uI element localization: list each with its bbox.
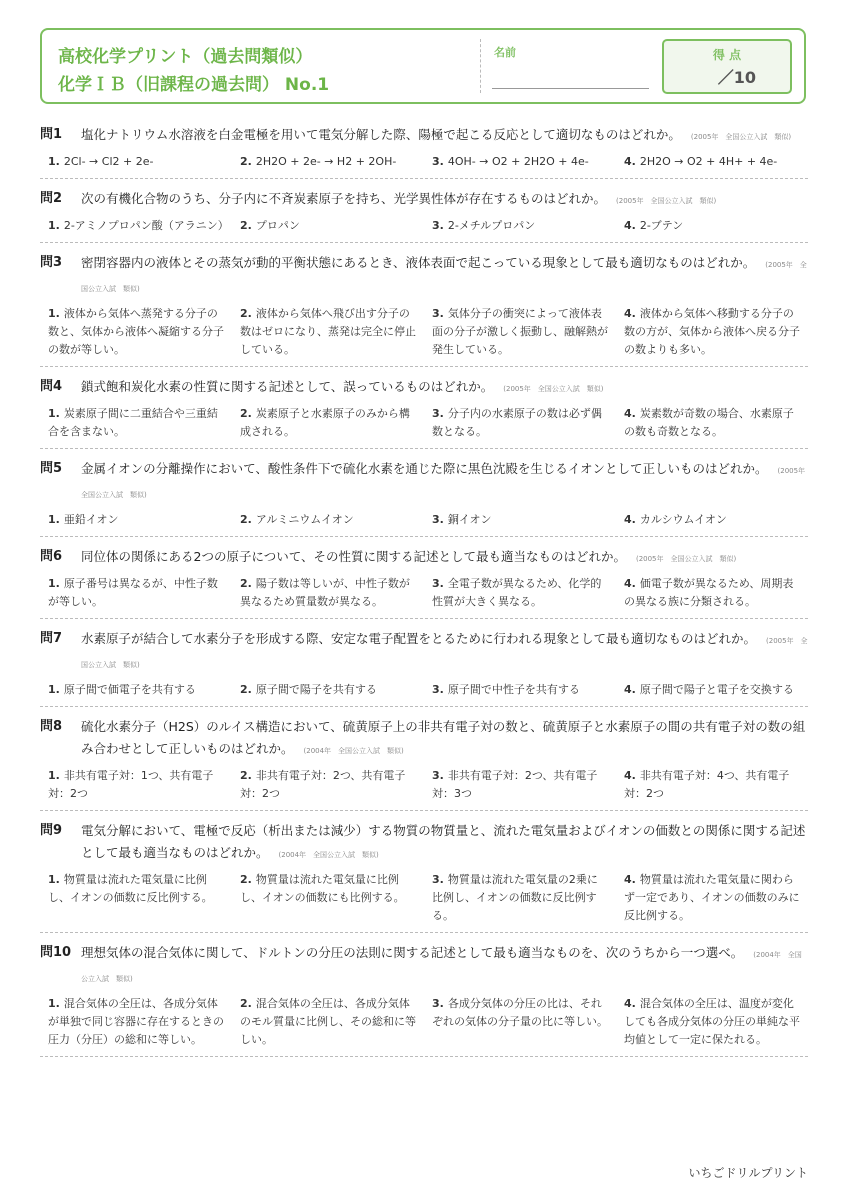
option-text: 液体から気体へ蒸発する分子の数と、気体から液体へ凝縮する分子の数が等しい。: [48, 307, 224, 356]
question-number: 問9: [40, 823, 63, 838]
score-label: 得 点: [712, 48, 742, 62]
question-number: 問10: [40, 945, 72, 960]
option-text: 2H2O → O2 + 4H+ + 4e-: [639, 155, 778, 168]
answer-option[interactable]: [232, 217, 424, 235]
question-block: [40, 376, 808, 449]
answer-options: [40, 405, 808, 441]
answer-option[interactable]: [424, 217, 616, 235]
question-block: [40, 820, 808, 933]
question-number: 問3: [40, 255, 63, 270]
option-number: 2.: [240, 873, 252, 886]
option-number: 2.: [240, 155, 252, 168]
question-block: [40, 124, 808, 179]
question-source: (2004年 全国公立入試 類似): [81, 951, 802, 983]
answer-options: [40, 767, 808, 803]
answer-options: [40, 217, 808, 235]
option-text: 原子間で中性子を共有する: [447, 683, 580, 696]
option-text: 物質量は流れた電気量に関わらず一定であり、イオンの価数のみに反比例する。: [624, 873, 800, 922]
option-text: 炭素原子間に二重結合や三重結合を含まない。: [48, 407, 218, 438]
answer-option[interactable]: [616, 405, 808, 441]
question-source: (2005年 全国公立入試 類似): [81, 261, 807, 293]
option-text: 物質量は流れた電気量の2乗に比例し、イオンの価数に反比例する。: [432, 873, 598, 922]
answer-option[interactable]: [232, 995, 424, 1049]
option-text: 物質量は流れた電気量に比例し、イオンの価数にも比例する。: [240, 873, 405, 904]
option-number: 2.: [240, 577, 252, 590]
answer-option[interactable]: [40, 405, 232, 441]
answer-option[interactable]: [40, 153, 232, 171]
option-text: 非共有電子対：4つ、共有電子対：2つ: [624, 769, 790, 800]
question-source: (2005年 全国公立入試 類似): [635, 555, 737, 563]
option-text: 原子間で陽子を共有する: [255, 683, 377, 696]
question-stem: [40, 124, 808, 148]
option-text: 原子間で陽子と電子を交換する: [639, 683, 794, 696]
question-stem: [40, 188, 808, 212]
worksheet-subtitle: 化学ＩＢ（旧課程の過去問） No.1: [58, 75, 330, 95]
question-block: [40, 252, 808, 367]
answer-option[interactable]: [424, 153, 616, 171]
worksheet-title: 高校化学プリント（過去問類似）: [58, 47, 313, 67]
question-source: (2005年 全国公立入試 類似): [616, 197, 717, 205]
option-number: 3.: [432, 219, 444, 232]
option-text: 気体分子の衝突によって液体表面の分子が激しく振動し、融解熱が発生している。: [432, 307, 608, 356]
answer-options: [40, 681, 808, 699]
answer-option[interactable]: [232, 511, 424, 529]
answer-option[interactable]: [40, 871, 232, 925]
question-number: 問8: [40, 719, 63, 734]
question-source: (2004年 全国公立入試 類似): [278, 851, 379, 859]
question-stem: [40, 628, 808, 676]
option-number: 2.: [240, 513, 252, 526]
option-number: 1.: [48, 997, 60, 1010]
option-number: 4.: [624, 407, 636, 420]
question-number: 問2: [40, 191, 63, 206]
question-text: 理想気体の混合気体に関して、ドルトンの分圧の法則に関する記述として最も適当なものを、次のうちから一つ選べ。: [81, 945, 744, 960]
question-stem: [40, 252, 808, 300]
answer-option[interactable]: [424, 995, 616, 1049]
question-text: 鎖式飽和炭化水素の性質に関する記述として、誤っているものはどれか。: [81, 379, 494, 394]
question-source: (2005年 全国公立入試 類似): [81, 467, 813, 499]
answer-option[interactable]: [616, 871, 808, 925]
option-number: 2.: [240, 407, 252, 420]
option-number: 3.: [432, 683, 444, 696]
option-number: 3.: [432, 997, 444, 1010]
worksheet-header: [40, 28, 806, 104]
question-stem: [40, 942, 808, 990]
answer-option[interactable]: [616, 995, 808, 1049]
option-number: 4.: [624, 683, 636, 696]
question-source: (2004年 全国公立入試 類似): [303, 747, 404, 755]
score-box: [662, 39, 792, 94]
option-number: 1.: [48, 307, 60, 320]
answer-option[interactable]: [424, 575, 616, 611]
option-text: 2-アミノプロパン酸（アラニン）: [63, 219, 229, 232]
option-number: 1.: [48, 219, 60, 232]
option-text: 混合気体の全圧は、各成分気体のモル質量に比例し、その総和に等しい。: [240, 997, 416, 1046]
header-divider: [480, 39, 481, 93]
option-text: 原子間で価電子を共有する: [63, 683, 196, 696]
answer-option[interactable]: [232, 681, 424, 699]
answer-option[interactable]: [424, 871, 616, 925]
option-number: 3.: [432, 407, 444, 420]
option-number: 4.: [624, 873, 636, 886]
question-text: 塩化ナトリウム水溶液を白金電極を用いて電気分解した際、陽極で起こる反応として適切なものはどれか。: [81, 127, 681, 142]
answer-option[interactable]: [40, 767, 232, 803]
answer-option[interactable]: [424, 305, 616, 359]
option-number: 2.: [240, 683, 252, 696]
answer-option[interactable]: [616, 767, 808, 803]
answer-option[interactable]: [424, 405, 616, 441]
option-text: 陽子数は等しいが、中性子数が異なるため質量数が異なる。: [240, 577, 410, 608]
answer-option[interactable]: [232, 767, 424, 803]
option-text: 非共有電子対：1つ、共有電子対：2つ: [48, 769, 214, 800]
answer-options: [40, 871, 808, 925]
answer-option[interactable]: [40, 575, 232, 611]
option-number: 4.: [624, 307, 636, 320]
question-number: 問6: [40, 549, 63, 564]
option-text: 4OH- → O2 + 2H2O + 4e-: [447, 155, 589, 168]
answer-option[interactable]: [232, 305, 424, 359]
option-text: 炭素原子と水素原子のみから構成される。: [240, 407, 410, 438]
question-text: 水素原子が結合して水素分子を形成する際、安定な電子配置をとるために行われる現象として最も適切なものはどれか。: [81, 631, 757, 646]
question-text: 金属イオンの分離操作において、酸性条件下で硫化水素を通じた際に黒色沈殿を生じるイオンとして正しいものはどれか。: [81, 461, 768, 476]
option-text: 混合気体の全圧は、各成分気体が単独で同じ容器に存在するときの圧力（分圧）の総和に等しい。: [48, 997, 224, 1046]
question-source: (2005年 全国公立入試 類似): [503, 385, 604, 393]
question-stem: [40, 458, 813, 506]
answer-option[interactable]: [616, 575, 808, 611]
question-block: [40, 942, 808, 1057]
question-stem: [40, 716, 808, 762]
option-number: 3.: [432, 577, 444, 590]
option-text: 全電子数が異なるため、化学的性質が大きく異なる。: [432, 577, 602, 608]
option-text: アルミニウムイオン: [255, 513, 354, 526]
question-text: 密閉容器内の液体とその蒸気が動的平衡状態にあるとき、液体表面で起こっている現象として最も適切なものはどれか。: [81, 255, 756, 270]
question-text: 硫化水素分子（H2S）のルイス構造において、硫黄原子上の非共有電子対の数と、硫黄原子と水素原子の間の共有電子対の数の組み合わせとして正しいものはどれか。: [81, 719, 806, 756]
answer-options: [40, 305, 808, 359]
option-number: 3.: [432, 873, 444, 886]
question-stem: [40, 546, 808, 570]
answer-options: [40, 153, 808, 171]
question-text: 同位体の関係にある2つの原子について、その性質に関する記述として最も適当なものはどれか。: [81, 549, 626, 564]
answer-option[interactable]: [40, 217, 232, 235]
question-block: [40, 188, 808, 243]
answer-option[interactable]: [40, 995, 232, 1049]
option-number: 2.: [240, 307, 252, 320]
option-text: 炭素数が奇数の場合、水素原子の数も奇数となる。: [624, 407, 794, 438]
option-text: 2-メチルプロパン: [447, 219, 536, 232]
option-text: プロパン: [255, 219, 300, 232]
option-number: 2.: [240, 997, 252, 1010]
question-number: 問5: [40, 461, 63, 476]
question-stem: [40, 820, 808, 866]
option-number: 1.: [48, 577, 60, 590]
option-number: 1.: [48, 513, 60, 526]
answer-options: [40, 995, 808, 1049]
answer-option[interactable]: [40, 511, 232, 529]
option-number: 3.: [432, 307, 444, 320]
option-number: 3.: [432, 155, 444, 168]
option-number: 3.: [432, 769, 444, 782]
answer-option[interactable]: [616, 511, 808, 529]
option-number: 4.: [624, 155, 636, 168]
option-text: 価電子数が異なるため、周期表の異なる族に分類される。: [624, 577, 794, 608]
question-block: [40, 546, 808, 619]
option-text: 2-ブテン: [639, 219, 684, 232]
question-block: [40, 628, 808, 707]
option-text: 液体から気体へ移動する分子の数の方が、気体から液体へ戻る分子の数よりも多い。: [624, 307, 800, 356]
option-number: 4.: [624, 577, 636, 590]
question-stem: [40, 376, 808, 400]
option-text: 各成分気体の分圧の比は、それぞれの気体の分子量の比に等しい。: [432, 997, 608, 1028]
question-text: 次の有機化合物のうち、分子内に不斉炭素原子を持ち、光学異性体が存在するものはどれか。: [81, 191, 607, 206]
name-field[interactable]: [492, 88, 649, 89]
answer-option[interactable]: [40, 681, 232, 699]
answer-option[interactable]: [424, 681, 616, 699]
answer-option[interactable]: [232, 153, 424, 171]
option-text: 銅イオン: [447, 513, 492, 526]
option-text: 亜鉛イオン: [63, 513, 119, 526]
option-number: 4.: [624, 513, 636, 526]
answer-option[interactable]: [616, 681, 808, 699]
question-text: 電気分解において、電極で反応（析出または減少）する物質の物質量と、流れた電気量およびイオンの価数との関係に関する記述として最も適当なものはどれか。: [81, 823, 806, 860]
question-number: 問7: [40, 631, 63, 646]
question-source: (2005年 全国公立入試 類似): [690, 133, 792, 141]
option-number: 4.: [624, 997, 636, 1010]
footer-brand: いちごドリルプリント: [688, 1166, 808, 1180]
answer-option[interactable]: [616, 217, 808, 235]
answer-options: [40, 575, 808, 611]
option-number: 3.: [432, 513, 444, 526]
score-value: ／10: [717, 68, 756, 87]
answer-option[interactable]: [40, 305, 232, 359]
option-number: 2.: [240, 219, 252, 232]
option-number: 4.: [624, 769, 636, 782]
answer-option[interactable]: [616, 305, 808, 359]
answer-option[interactable]: [232, 575, 424, 611]
question-number: 問1: [40, 127, 63, 142]
answer-option[interactable]: [232, 405, 424, 441]
option-number: 4.: [624, 219, 636, 232]
option-text: 物質量は流れた電気量に比例し、イオンの価数に反比例する。: [48, 873, 213, 904]
answer-options: [40, 511, 808, 529]
answer-option[interactable]: [424, 767, 616, 803]
option-number: 2.: [240, 769, 252, 782]
answer-option[interactable]: [424, 511, 616, 529]
question-number: 問4: [40, 379, 63, 394]
question-block: [40, 716, 808, 811]
name-label: 名前: [494, 46, 516, 59]
option-number: 1.: [48, 407, 60, 420]
question-list: [40, 124, 813, 1066]
question-block: [40, 458, 813, 537]
option-number: 1.: [48, 155, 60, 168]
option-text: 2H2O + 2e- → H2 + 2OH-: [255, 155, 397, 168]
question-source: (2005年 全国公立入試 類似): [81, 637, 808, 669]
option-number: 1.: [48, 683, 60, 696]
option-text: カルシウムイオン: [639, 513, 727, 526]
answer-option[interactable]: [232, 871, 424, 925]
option-text: 液体から気体へ飛び出す分子の数はゼロになり、蒸発は完全に停止している。: [240, 307, 416, 356]
option-text: 2Cl- → Cl2 + 2e-: [63, 155, 154, 168]
option-text: 混合気体の全圧は、温度が変化しても各成分気体の分圧の単純な平均値として一定に保たれる。: [624, 997, 800, 1046]
option-number: 1.: [48, 873, 60, 886]
answer-option[interactable]: [616, 153, 808, 171]
option-text: 非共有電子対：2つ、共有電子対：3つ: [432, 769, 598, 800]
option-number: 1.: [48, 769, 60, 782]
option-text: 原子番号は異なるが、中性子数が等しい。: [48, 577, 218, 608]
option-text: 非共有電子対：2つ、共有電子対：2つ: [240, 769, 406, 800]
option-text: 分子内の水素原子の数は必ず偶数となる。: [432, 407, 602, 438]
